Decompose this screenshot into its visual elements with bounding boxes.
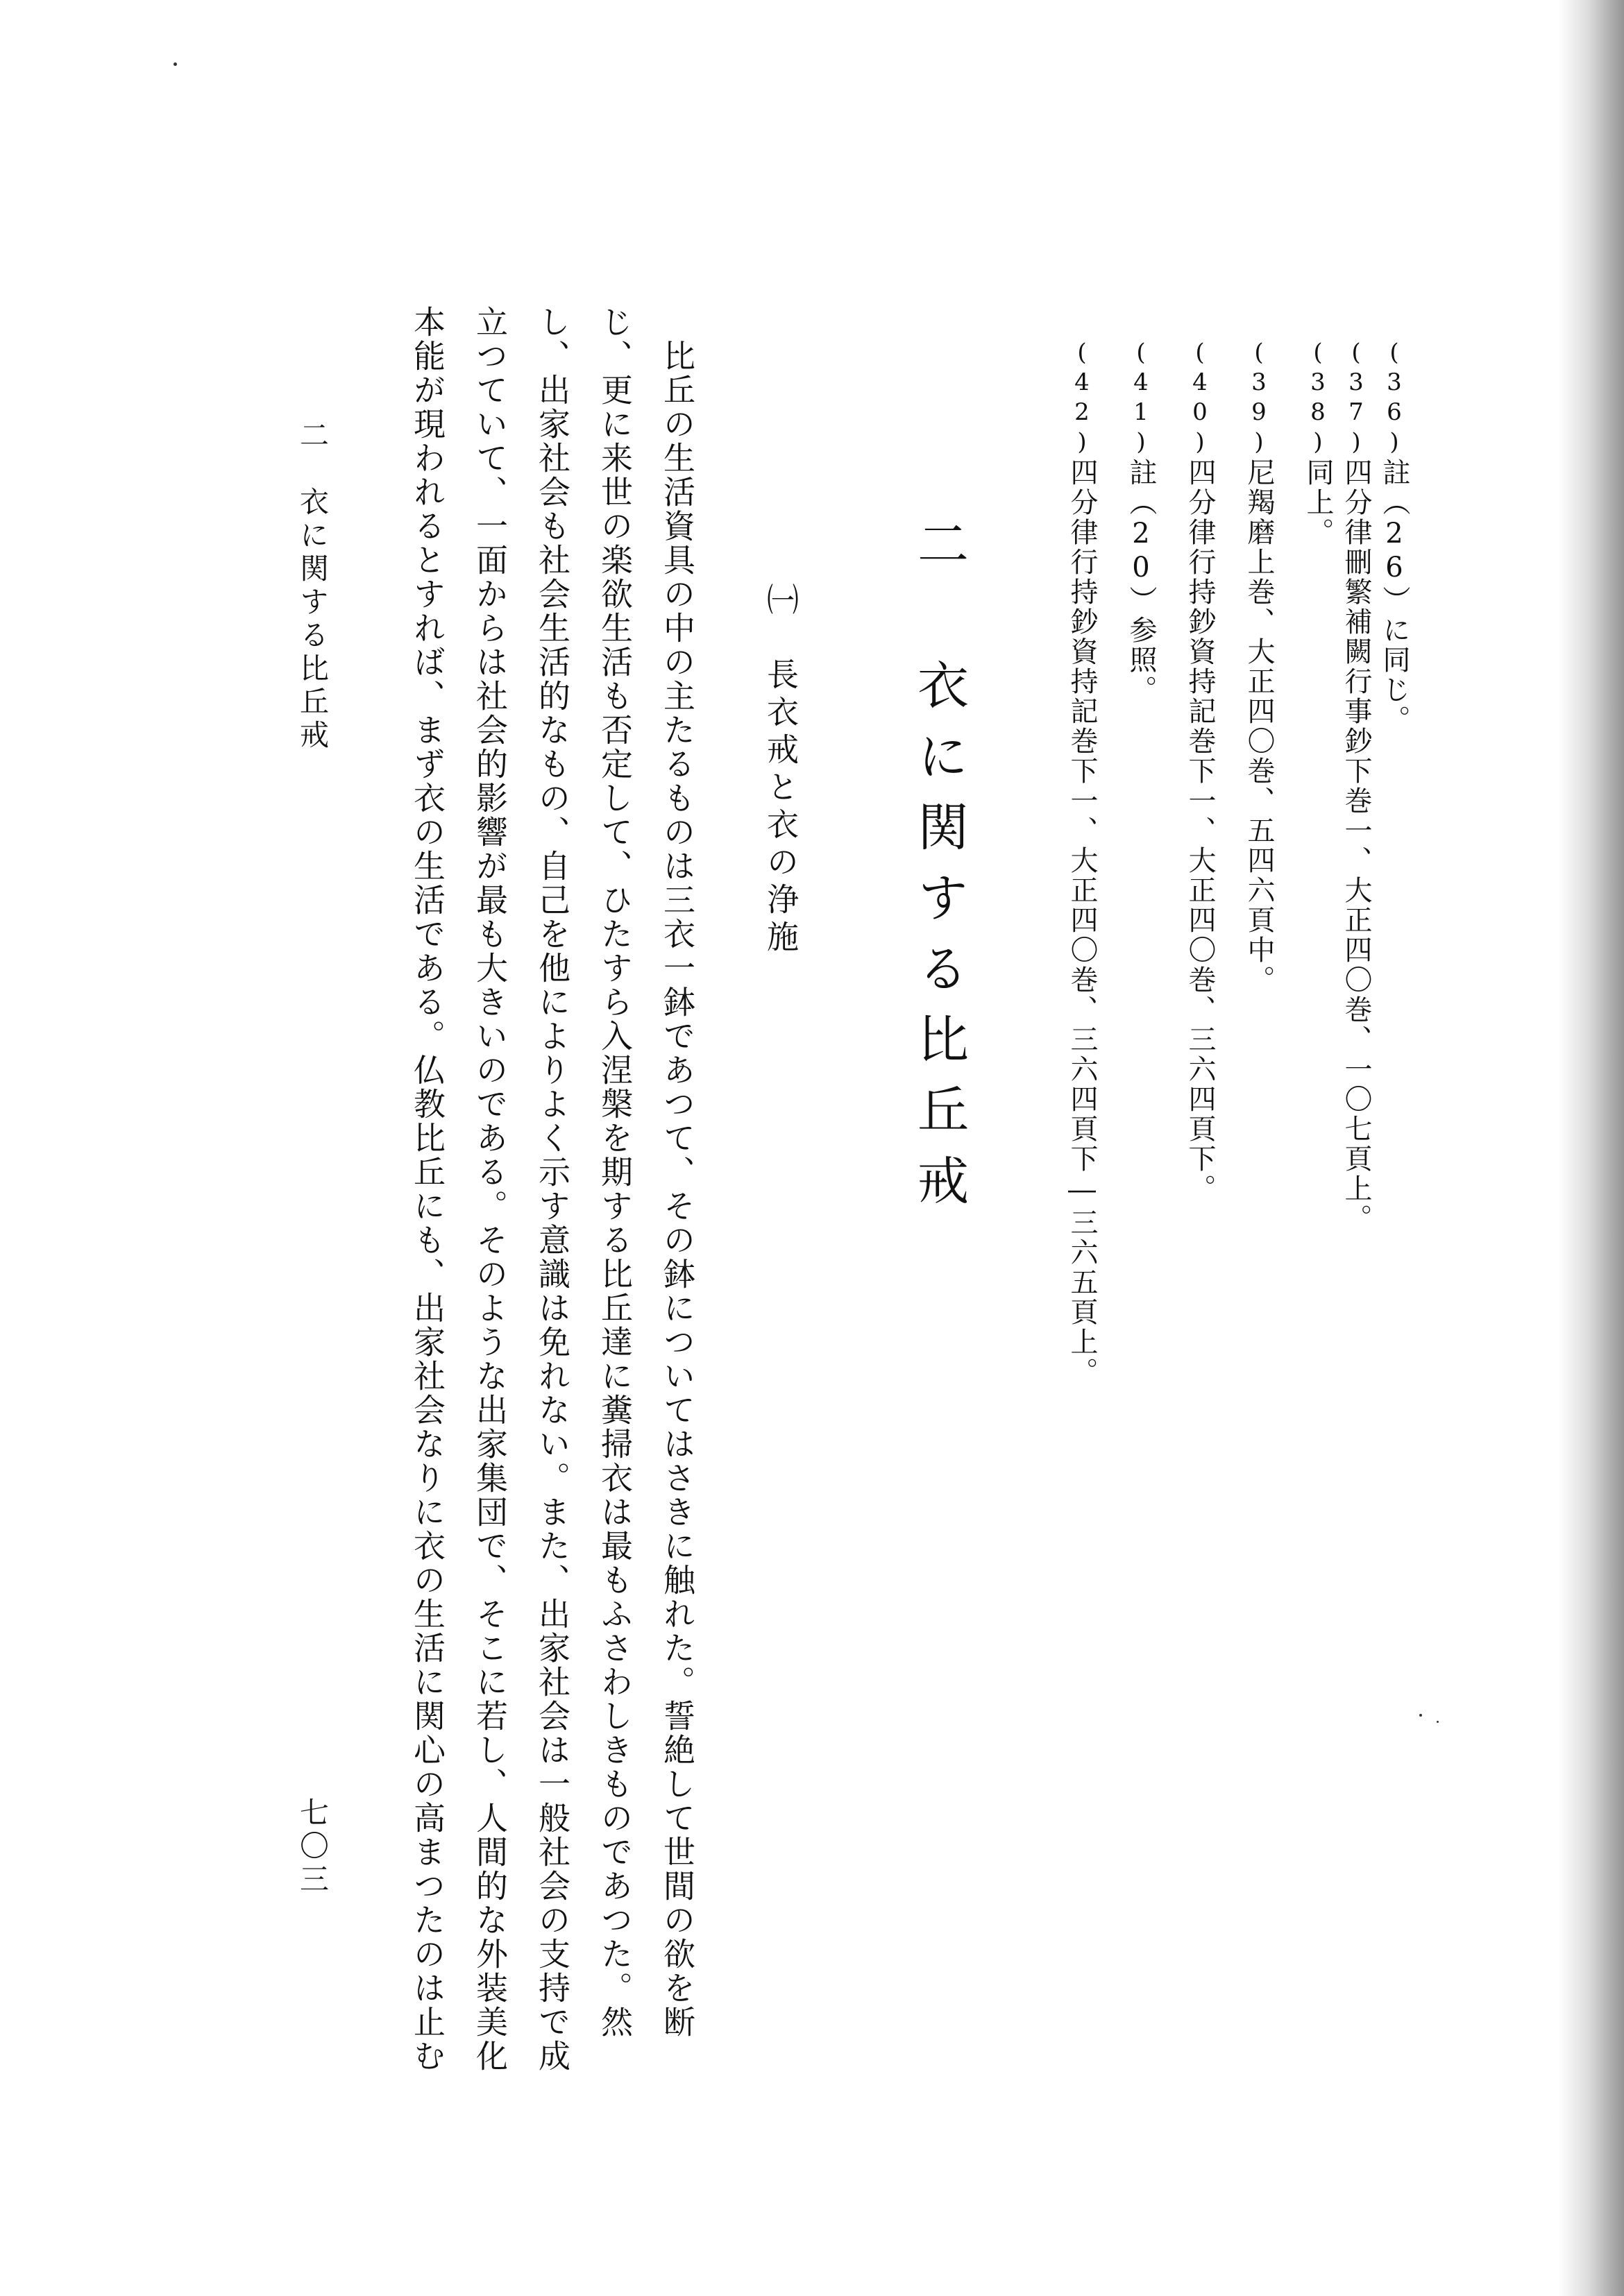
footnote-39: (39)尼羯磨上巻、大正四〇巻、五四六頁中。	[1243, 339, 1275, 995]
body-line-4: 立つていて、一面からは社会的影響が最も大きいのである。そのような出家集団で、そこに若し、人間的な外装美化	[471, 305, 509, 2073]
page-number: 七〇三	[296, 1797, 330, 1897]
subsection-title: ㈠ 長衣戒と衣の浄施	[762, 583, 800, 958]
body-line-2: じ、更に来世の楽欲生活も否定して、ひたすら入涅槃を期する比丘達に糞掃衣は最もふさわしきものであつた。然	[596, 305, 634, 2039]
body-line-1: 比丘の生活資具の中の主たるものは三衣一鉢であつて、その鉢についてはさきに触れた。誓絶して世間の欲を断	[659, 305, 696, 2039]
footnote-40: (40)四分律行持鈔資持記巻下一、大正四〇巻、三六四頁下。	[1184, 339, 1216, 1204]
footnote-42: (42)四分律行持鈔資持記巻下一、大正四〇巻、三六四頁下―三六五頁上。	[1066, 339, 1098, 1387]
section-title: 二 衣に関する比丘戒	[909, 517, 969, 1225]
body-line-5: 本能が現われるとすれば、まず衣の生活である。仏教比丘にも、出家社会なりに衣の生活に関心の高まつたのは止む	[409, 305, 446, 2073]
scan-speck	[174, 62, 177, 66]
scan-speck	[1419, 1714, 1422, 1717]
running-head: 二 衣に関する比丘戒	[296, 420, 330, 753]
footnote-41: (41)註（20）参照。	[1125, 339, 1157, 705]
footnote-37: (37)四分律刪繁補闕行事鈔下巻一、大正四〇巻、一〇七頁上。	[1340, 339, 1372, 1234]
scan-speck	[1437, 1721, 1439, 1723]
footnote-38: (38)同上。	[1302, 339, 1334, 547]
footnote-36: (36)註（26）に同じ。	[1378, 339, 1410, 735]
body-line-3: し、出家社会も社会生活的なもの、自己を他によりよく示す意識は免れない。また、出家社会は一般社会の支持で成	[534, 305, 571, 2073]
scan-shadow-edge	[1558, 0, 1624, 2296]
